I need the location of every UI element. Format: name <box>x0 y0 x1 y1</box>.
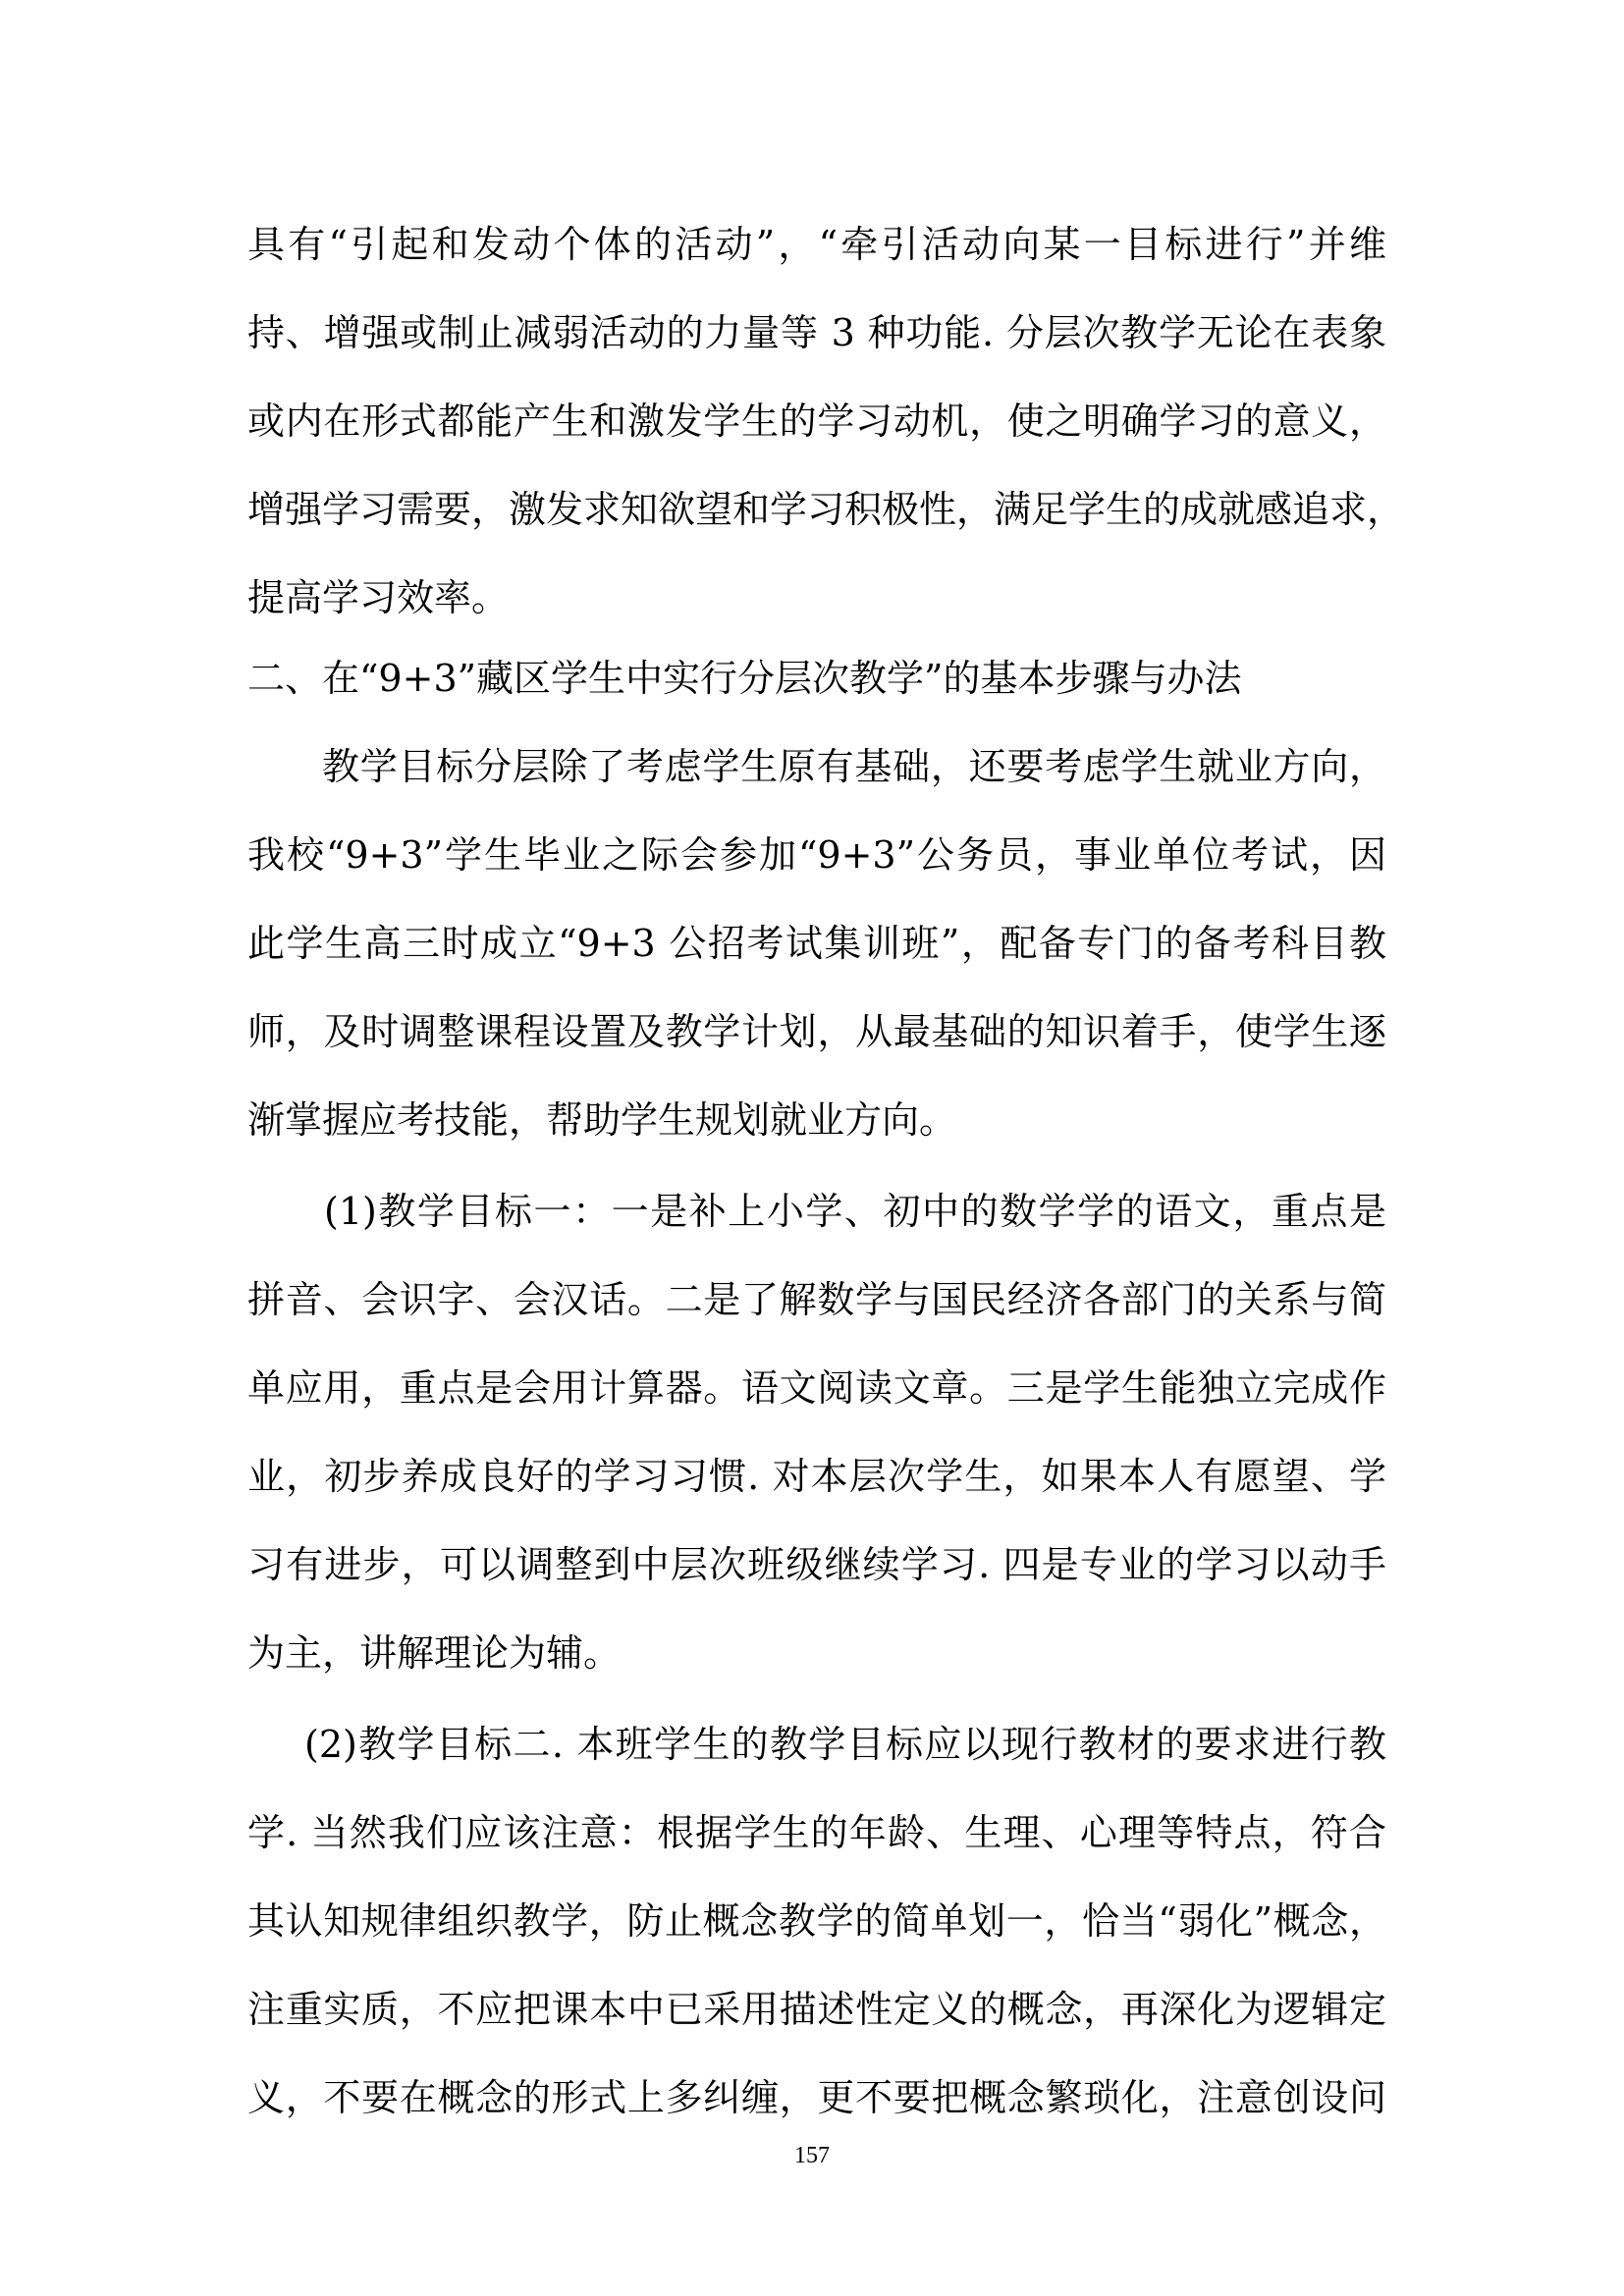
text-line: 渐掌握应考技能，帮助学生规划就业方向。 <box>247 1098 957 1142</box>
section-heading: 二、在“9+3”藏区学生中实行分层次教学”的基本步骤与办法 <box>247 657 1242 700</box>
text-line: 持、增强或制止减弱活动的力量等 3 种功能. 分层次教学无论在表象 <box>247 311 1386 354</box>
text-line: 为主，讲解理论为辅。 <box>247 1631 622 1675</box>
text-line: 单应用，重点是会用计算器。语文阅读文章。三是学生能独立完成作 <box>247 1366 1386 1410</box>
text-line: 教学目标分层除了考虑学生原有基础，还要考虑学生就业方向， <box>322 745 1386 788</box>
text-line: (1)教学目标一：一是补上小学、初中的数学学的语文，重点是 <box>324 1190 1386 1233</box>
text-line: 增强学习需要，激发求知欲望和学习积极性，满足学生的成就感追求， <box>247 488 1405 531</box>
page-number: 157 <box>794 2143 830 2168</box>
text-line: 学. 当然我们应该注意：根据学生的年龄、生理、心理等特点，符合 <box>247 1811 1386 1854</box>
text-line: 具有“引起和发动个体的活动”，“牵引活动向某一目标进行”并维 <box>247 223 1386 266</box>
text-line: 其认知规律组织教学，防止概念教学的简单划一，恰当“弱化”概念， <box>247 1899 1386 1943</box>
text-line: 注重实质，不应把课本中已采用描述性定义的概念，再深化为逻辑定 <box>247 1988 1386 2031</box>
text-line: 我校“9+3”学生毕业之际会参加“9+3”公务员，事业单位考试，因 <box>247 833 1386 877</box>
text-line: 义，不要在概念的形式上多纠缠，更不要把概念繁琐化，注意创设问 <box>247 2076 1386 2119</box>
text-line: 师，及时调整课程设置及教学计划，从最基础的知识着手，使学生逐 <box>247 1010 1386 1053</box>
text-line: 拼音、会识字、会汉话。二是了解数学与国民经济各部门的关系与简 <box>247 1278 1386 1321</box>
text-line: (2)教学目标二. 本班学生的教学目标应以现行教材的要求进行教 <box>304 1723 1386 1766</box>
text-line: 此学生高三时成立“9+3 公招考试集训班”，配备专门的备考科目教 <box>247 922 1386 965</box>
text-line: 或内在形式都能产生和激发学生的学习动机，使之明确学习的意义， <box>247 400 1386 443</box>
text-line: 提高学习效率。 <box>247 576 510 619</box>
text-line: 业，初步养成良好的学习习惯. 对本层次学生，如果本人有愿望、学 <box>247 1455 1386 1498</box>
text-line: 习有进步，可以调整到中层次班级继续学习. 四是专业的学习以动手 <box>247 1543 1386 1586</box>
